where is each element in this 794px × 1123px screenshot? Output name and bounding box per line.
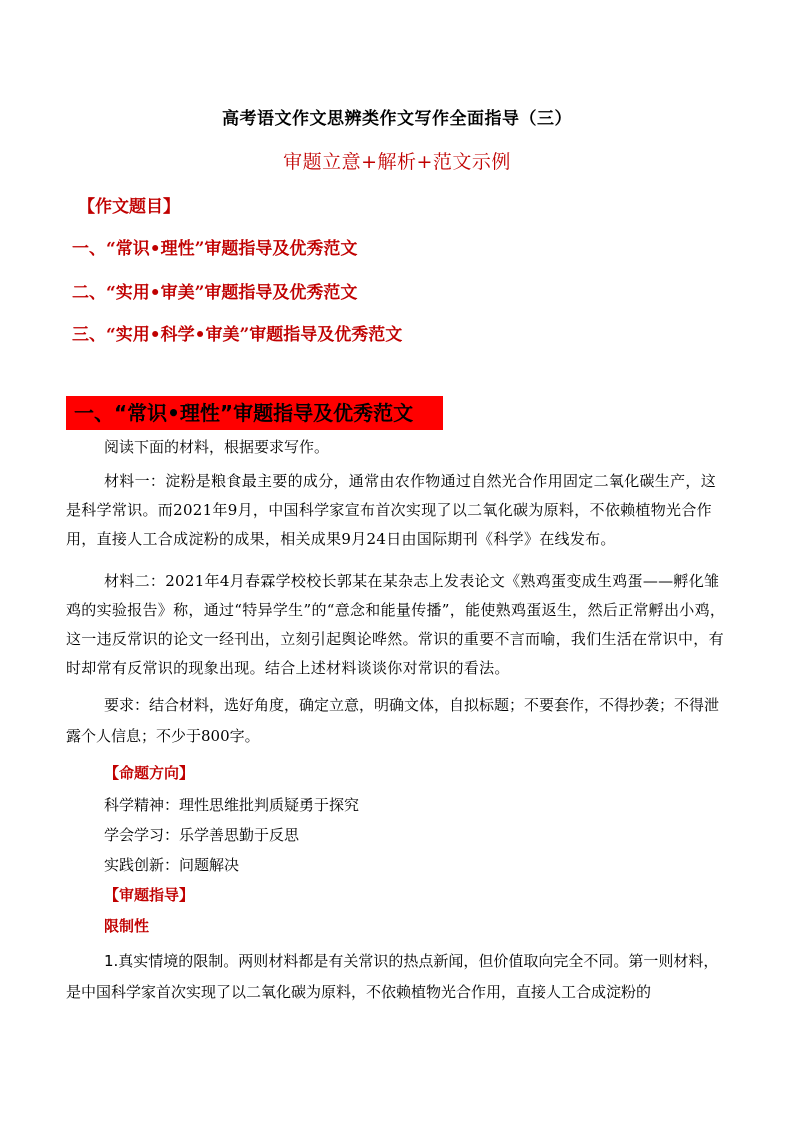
- toc-item-1[interactable]: 一、“常识•理性”审题指导及优秀范文: [72, 239, 358, 259]
- direction-item-2: 学会学习：乐学善思勤于反思: [104, 826, 300, 844]
- direction-item-1: 科学精神：理性思维批判质疑勇于探究: [104, 796, 360, 814]
- toc-item-2[interactable]: 二、“实用•审美”审题指导及优秀范文: [72, 283, 358, 303]
- limit-label: 限制性: [104, 917, 150, 935]
- intro-paragraph: 阅读下面的材料，根据要求写作。: [104, 438, 330, 456]
- requirement-paragraph: 要求：结合材料，选好角度，确定立意，明确文体，自拟标题；不要套作，不得抄袭；不得泄露个人信息；不少于800字。: [66, 696, 720, 745]
- document-subtitle: 审题立意+解析+范文示例: [283, 151, 511, 173]
- toc-heading: 【作文题目】: [78, 197, 180, 217]
- direction-item-3: 实践创新：问题解决: [104, 856, 240, 874]
- guide-label: 【审题指导】: [104, 886, 195, 904]
- material-one-paragraph: 材料一：淀粉是粮食最主要的成分，通常由农作物通过自然光合作用固定二氧化碳生产，这是科学常识。而2021年9月，中国科学家宣布首次实现了以二氧化碳为原料，不依赖植物光合作用，直接人工合成淀粉的成果，相关成果9月24日由国际期刊《科学》在线发布。: [66, 472, 717, 548]
- document-title: 高考语文作文思辨类作文写作全面指导（三）: [222, 109, 572, 129]
- section-heading: 一、“常识•理性”审题指导及优秀范文: [66, 396, 443, 430]
- toc-item-3[interactable]: 三、“实用•科学•审美”审题指导及优秀范文: [72, 325, 403, 345]
- direction-label: 【命题方向】: [104, 764, 195, 782]
- material-two-paragraph: 材料二：2021年4月春霖学校校长郭某在某杂志上发表论文《熟鸡蛋变成生鸡蛋——孵化雏鸡的实验报告》称，通过“特异学生”的“意念和能量传播”，能使熟鸡蛋返生，然后正常孵出小鸡，这一违反常识的论文一经刊出，立刻引起舆论哗然。常识的重要不言而喻，我们生活在常识中，有时却常有反常识的现象出现。结合上述材料谈谈你对常识的看法。: [66, 572, 726, 677]
- body-paragraph: 1.真实情境的限制。两则材料都是有关常识的热点新闻，但价值取向完全不同。第一则材料，是中国科学家首次实现了以二氧化碳为原料，不依赖植物光合作用，直接人工合成淀粉的: [66, 952, 719, 1001]
